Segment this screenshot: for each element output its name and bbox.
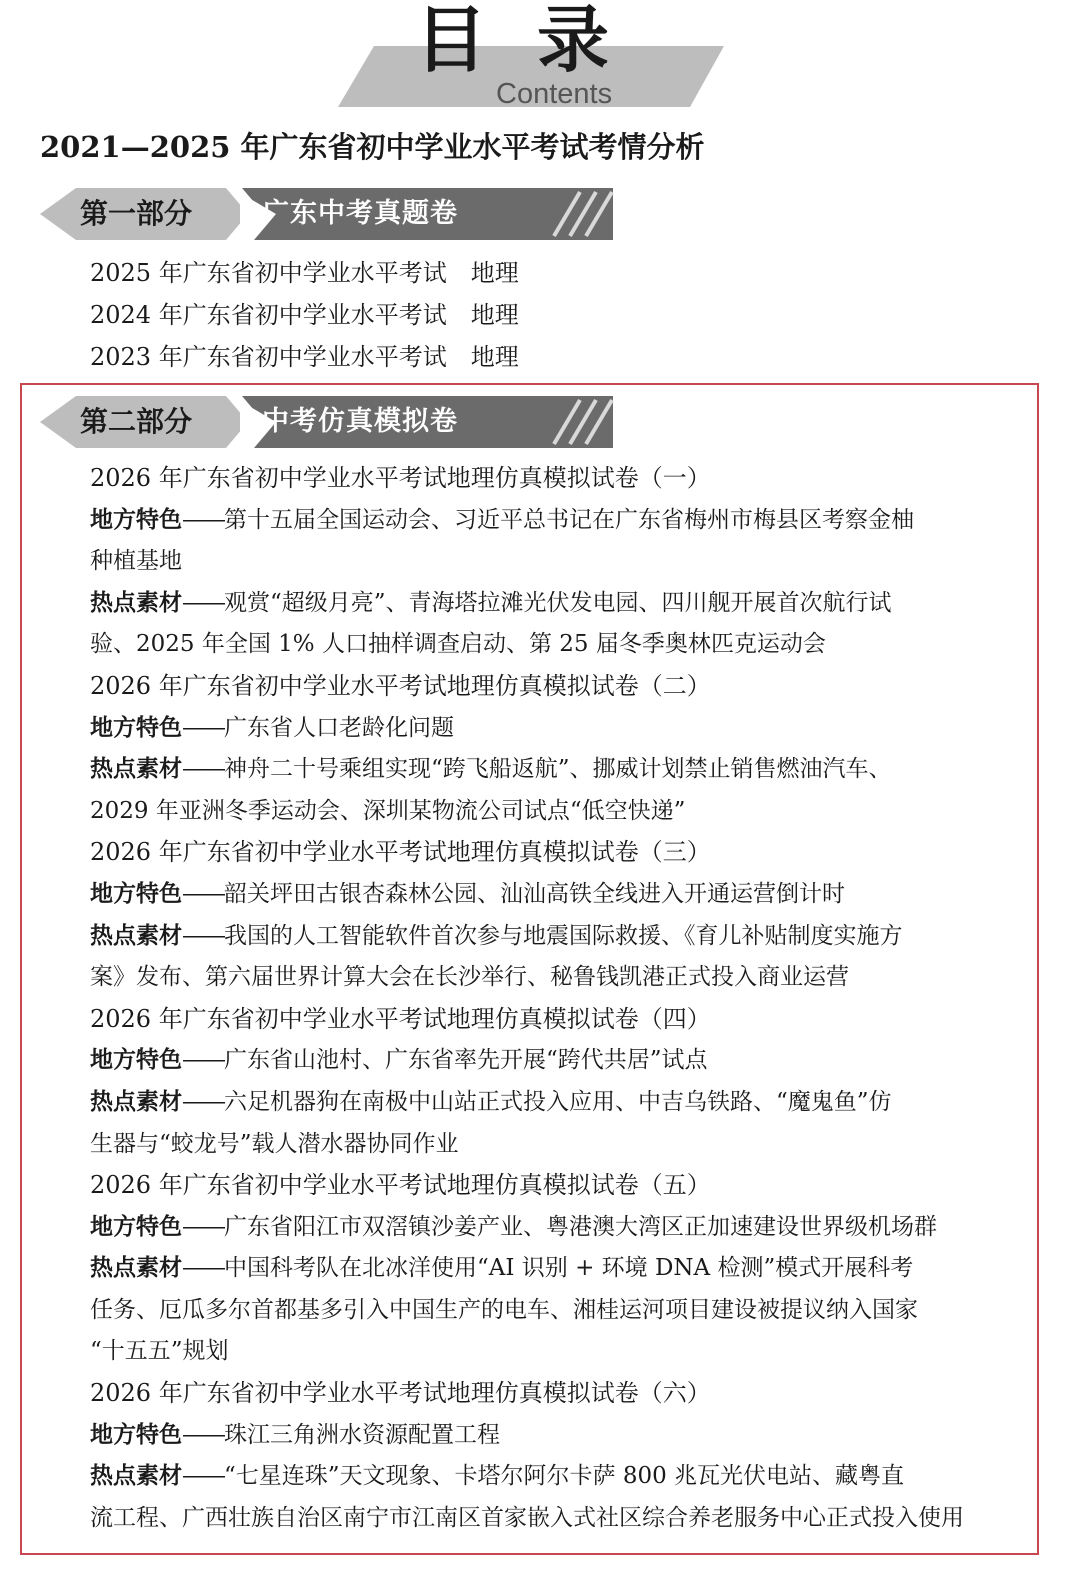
analysis-link[interactable]: 2021—2025 年广东省初中学业水平考试考情分析 bbox=[40, 130, 705, 164]
dash: —— bbox=[182, 756, 224, 783]
item-subject: 地理 bbox=[470, 259, 519, 287]
dash: —— bbox=[182, 1421, 224, 1448]
contents-header bbox=[0, 0, 1080, 120]
part2-list bbox=[90, 458, 1025, 1539]
part1-item[interactable] bbox=[90, 294, 519, 336]
hot-topic-continuation: 验、2025 年全国 1% 人口抽样调查启动、第 25 届冬季奥林匹克运动会 bbox=[90, 631, 826, 658]
local-feature-line bbox=[90, 500, 1025, 542]
hot-text: 神舟二十号乘组实现“跨飞船返航”、挪威计划禁止销售燃油汽车、 bbox=[224, 756, 892, 783]
local-feature-line bbox=[90, 708, 1025, 750]
hot-text: 六足机器狗在南极中山站正式投入应用、中吉乌铁路、“魔鬼鱼”仿 bbox=[224, 1088, 892, 1115]
item-title: 2024 年广东省初中学业水平考试 bbox=[90, 301, 447, 329]
dash: —— bbox=[182, 1088, 224, 1115]
page-title: 目录 bbox=[415, 0, 660, 82]
local-feature-line bbox=[90, 1207, 1025, 1249]
part2-banner bbox=[40, 396, 620, 448]
hot-label: 热点素材 bbox=[90, 922, 182, 949]
dash: —— bbox=[182, 714, 224, 741]
hot-label: 热点素材 bbox=[90, 1463, 182, 1490]
hot-topic-continuation: “十五五”规划 bbox=[90, 1338, 229, 1365]
local-text: 广东省山池村、广东省率先开展“跨代共居”试点 bbox=[224, 1047, 708, 1074]
dash: —— bbox=[182, 1463, 224, 1490]
hot-topic-line bbox=[90, 583, 1025, 625]
hot-topic-line bbox=[90, 1456, 1025, 1498]
local-feature-continuation: 种植基地 bbox=[90, 548, 182, 575]
item-subject: 地理 bbox=[470, 301, 519, 329]
local-feature-line bbox=[90, 1040, 1025, 1082]
hot-label: 热点素材 bbox=[90, 589, 182, 616]
local-label: 地方特色 bbox=[90, 880, 182, 907]
dash: —— bbox=[182, 1213, 224, 1240]
item-title: 2025 年广东省初中学业水平考试 bbox=[90, 259, 447, 287]
part2-name: 中考仿真模拟卷 bbox=[262, 406, 458, 437]
hot-topic-continuation: 2029 年亚洲冬季运动会、深圳某物流公司试点“低空快递” bbox=[90, 797, 686, 824]
hot-text: 观赏“超级月亮”、青海塔拉滩光伏发电园、四川舰开展首次航行试 bbox=[224, 589, 892, 616]
local-label: 地方特色 bbox=[90, 714, 182, 741]
hot-topic-continuation: 案》发布、第六届世界计算大会在长沙举行、秘鲁钱凯港正式投入商业运营 bbox=[90, 964, 849, 991]
local-text: 广东省阳江市双滘镇沙姜产业、粤港澳大湾区正加速建设世界级机场群 bbox=[224, 1213, 937, 1240]
paper-title[interactable]: 2026 年广东省初中学业水平考试地理仿真模拟试卷（四） bbox=[90, 1004, 711, 1033]
hot-label: 热点素材 bbox=[90, 756, 182, 783]
part1-list bbox=[90, 252, 519, 378]
local-label: 地方特色 bbox=[90, 506, 182, 533]
dash: —— bbox=[182, 922, 224, 949]
hot-topic-line bbox=[90, 1082, 1025, 1124]
hot-text: 我国的人工智能软件首次参与地震国际救援、《育儿补贴制度实施方 bbox=[224, 922, 903, 949]
paper-title[interactable]: 2026 年广东省初中学业水平考试地理仿真模拟试卷（五） bbox=[90, 1171, 711, 1200]
local-label: 地方特色 bbox=[90, 1047, 182, 1074]
dash: —— bbox=[182, 506, 224, 533]
dash: —— bbox=[182, 589, 224, 616]
local-label: 地方特色 bbox=[90, 1421, 182, 1448]
hot-text: 中国科考队在北冰洋使用“AI 识别 + 环境 DNA 检测”模式开展科考 bbox=[224, 1255, 914, 1282]
hot-label: 热点素材 bbox=[90, 1255, 182, 1282]
dash: —— bbox=[182, 1047, 224, 1074]
local-text: 韶关坪田古银杏森林公园、汕汕高铁全线进入开通运营倒计时 bbox=[224, 880, 845, 907]
local-feature-line bbox=[90, 1415, 1025, 1457]
part1-label: 第一部分 bbox=[80, 197, 193, 230]
hot-text: “七星连珠”天文现象、卡塔尔阿尔卡萨 800 兆瓦光伏电站、藏粤直 bbox=[224, 1463, 905, 1490]
hot-topic-continuation: 流工程、广西壮族自治区南宁市江南区首家嵌入式社区综合养老服务中心正式投入使用 bbox=[90, 1504, 964, 1531]
local-feature-line bbox=[90, 874, 1025, 916]
part1-banner bbox=[40, 188, 620, 240]
item-title: 2023 年广东省初中学业水平考试 bbox=[90, 343, 447, 371]
paper-title[interactable]: 2026 年广东省初中学业水平考试地理仿真模拟试卷（一） bbox=[90, 464, 711, 492]
paper-title[interactable]: 2026 年广东省初中学业水平考试地理仿真模拟试卷（三） bbox=[90, 838, 711, 867]
local-text: 珠江三角洲水资源配置工程 bbox=[224, 1421, 500, 1448]
local-text: 广东省人口老龄化问题 bbox=[224, 714, 454, 741]
paper-title[interactable]: 2026 年广东省初中学业水平考试地理仿真模拟试卷（六） bbox=[90, 1379, 711, 1408]
hot-label: 热点素材 bbox=[90, 1088, 182, 1115]
part1-item[interactable] bbox=[90, 336, 519, 378]
hot-topic-line bbox=[90, 916, 1025, 958]
hot-topic-continuation: 任务、厄瓜多尔首都基多引入中国生产的电车、湘桂运河项目建设被提议纳入国家 bbox=[90, 1296, 918, 1323]
dash: —— bbox=[182, 1255, 224, 1282]
page-subtitle: Contents bbox=[496, 78, 613, 110]
dash: —— bbox=[182, 880, 224, 907]
hot-topic-line bbox=[90, 1248, 1025, 1290]
part2-label: 第二部分 bbox=[80, 405, 193, 438]
part1-item[interactable] bbox=[90, 252, 519, 294]
hot-topic-continuation: 生器与“蛟龙号”载人潜水器协同作业 bbox=[90, 1130, 459, 1157]
hot-topic-line bbox=[90, 749, 1025, 791]
local-text: 第十五届全国运动会、习近平总书记在广东省梅州市梅县区考察金柚 bbox=[224, 506, 914, 533]
item-subject: 地理 bbox=[470, 343, 519, 371]
local-label: 地方特色 bbox=[90, 1213, 182, 1240]
paper-title[interactable]: 2026 年广东省初中学业水平考试地理仿真模拟试卷（二） bbox=[90, 671, 711, 700]
part1-name: 广东中考真题卷 bbox=[262, 198, 458, 229]
